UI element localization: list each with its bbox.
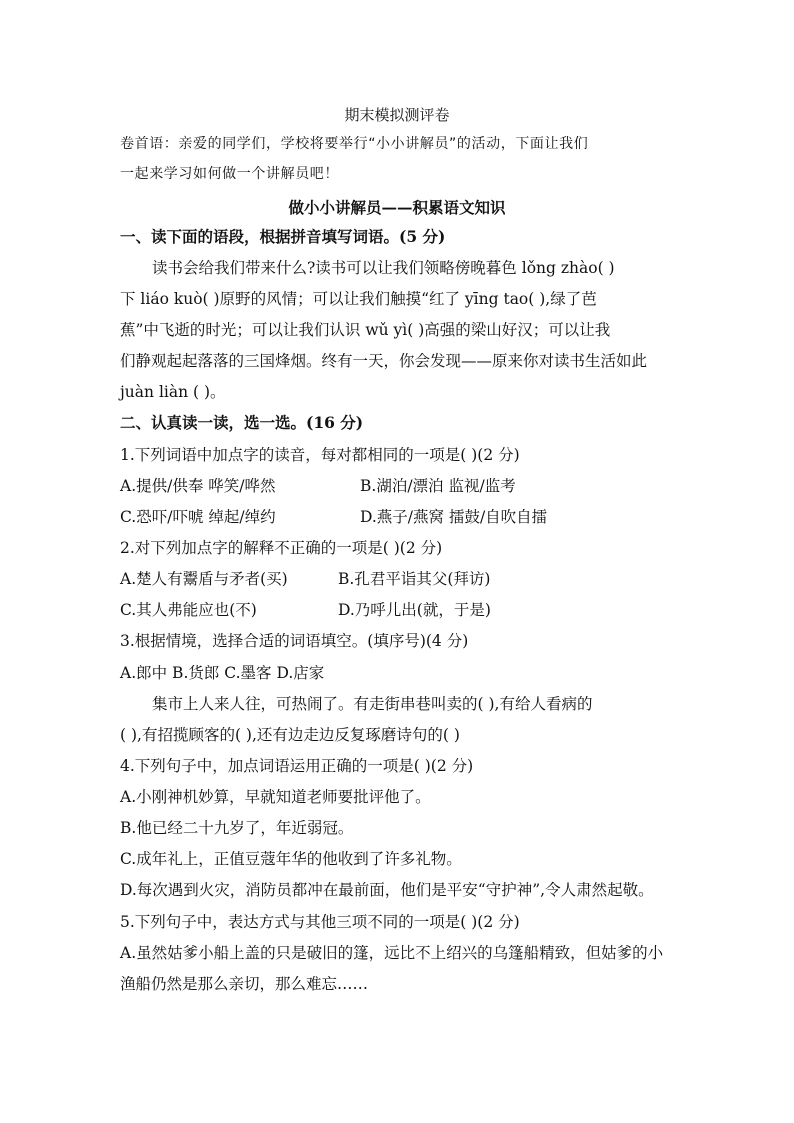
q1-option-c: C.恐吓/吓唬 绰起/绰约	[120, 508, 276, 526]
q2-options-row-2	[120, 599, 680, 621]
q1-option-d: D.燕子/燕窝 擂鼓/自吹自擂	[360, 508, 548, 526]
q4-stem: 4.下列句子中，加点词语运用正确的一项是( )(2 分)	[120, 757, 474, 775]
unit-title: 做小小讲解员——积累语文知识	[288, 198, 506, 217]
q3-stem: 3.根据情境，选择合适的词语填空。(填序号)(4 分)	[120, 632, 469, 650]
q4-option-b: B.他已经二十九岁了，年近弱冠。	[120, 819, 354, 837]
q2-option-c: C.其人弗能应也(不)	[120, 601, 257, 619]
section1-line-5: juàn liàn ( )。	[120, 383, 226, 401]
q2-options-row-1	[120, 568, 680, 590]
page-title: 期末模拟测评卷	[344, 106, 450, 124]
q5-option-a-line-1: A.虽然姑爹小船上盖的只是破旧的篷，远比不上绍兴的乌篷船精致，但姑爹的小	[120, 944, 664, 962]
q2-option-a: A.楚人有鬻盾与矛者(买)	[120, 570, 288, 588]
q5-option-a-line-2: 渔船仍然是那么亲切，那么难忘……	[120, 975, 369, 993]
q4-option-c: C.成年礼上，正值豆蔻年华的他收到了许多礼物。	[120, 850, 462, 868]
section1-line-3: 蕉”中飞逝的时光；可以让我们认识 wǔ yì( )高强的梁山好汉；可以让我	[120, 321, 611, 339]
section1-heading: 一、读下面的语段，根据拼音填写词语。(5 分)	[120, 227, 446, 246]
section1-line-2: 下 liáo kuò( )原野的风情；可以让我们触摸“红了 yīng tao( ),绿了芭	[120, 290, 597, 308]
preface-line-1: 卷首语：亲爱的同学们，学校将要举行“小小讲解员”的活动，下面让我们	[120, 136, 589, 152]
q4-option-a: A.小刚神机妙算，早就知道老师要批评他了。	[120, 788, 431, 806]
q1-stem: 1.下列词语中加点字的读音，每对都相同的一项是( )(2 分)	[120, 446, 520, 464]
q1-option-b: B.湖泊/漂泊 监视/监考	[360, 477, 516, 495]
section1-line-1: 读书会给我们带来什么?读书可以让我们领略傍晚暮色 lǒng zhào( )	[152, 259, 615, 277]
preface-line-2: 一起来学习如何做一个讲解员吧！	[120, 166, 339, 182]
section1-line-4: 们静观起起落落的三国烽烟。终有一天，你会发现——原来你对读书生活如此	[120, 352, 648, 370]
q2-stem: 2.对下列加点字的解释不正确的一项是( )(2 分)	[120, 539, 443, 557]
q1-options-row-1	[120, 475, 680, 497]
q2-option-b: B.孔君平诣其父(拜访)	[338, 570, 491, 588]
q3-line-1: 集市上人来人往，可热闹了。有走街串巷叫卖的( ),有给人看病的	[152, 695, 593, 713]
q4-option-d: D.每次遇到火灾，消防员都冲在最前面，他们是平安“守护神”,令人肃然起敬。	[120, 881, 654, 899]
q3-line-2: ( ),有招揽顾客的( ),还有边走边反复琢磨诗句的( )	[120, 726, 460, 744]
q1-option-a: A.提供/供奉 哗笑/哗然	[120, 477, 276, 495]
section2-heading: 二、认真读一读，选一选。(16 分)	[120, 413, 364, 432]
q5-stem: 5.下列句子中，表达方式与其他三项不同的一项是( )(2 分)	[120, 913, 520, 931]
q2-option-d: D.乃呼儿出(就，于是)	[338, 601, 491, 619]
q3-options: A.郎中 B.货郎 C.墨客 D.店家	[120, 664, 325, 682]
q1-options-row-2	[120, 506, 680, 528]
